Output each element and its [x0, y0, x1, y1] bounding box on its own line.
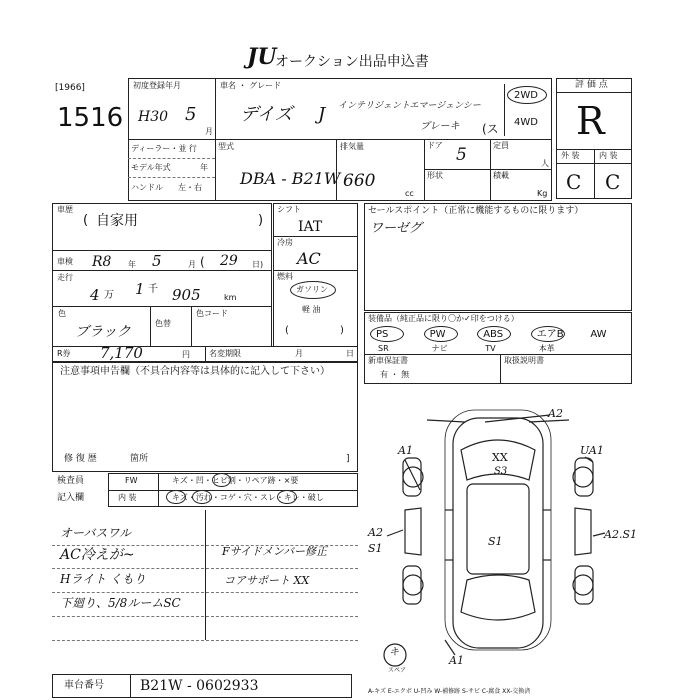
mark-roof2: S3: [494, 466, 508, 477]
equipment-item: AW: [590, 329, 607, 340]
first-reg-label: 初度登録年月: [133, 81, 181, 90]
model-code: DBA - B21W: [240, 169, 341, 188]
drive-2wd: 2WD: [514, 90, 538, 101]
equipment-item: TV: [485, 344, 496, 353]
equipment-item: PW: [429, 329, 446, 340]
logo: JU: [247, 44, 277, 70]
sales-point-value: ワーゼグ: [370, 221, 422, 236]
doors: 5: [456, 145, 467, 165]
color-change-label: 色替: [155, 319, 171, 328]
note-right-1: Fサイドメンバー修正: [222, 545, 327, 558]
inspection-label: 車検: [57, 257, 73, 266]
equipment-item: 本革: [538, 344, 555, 353]
mark-top: A2: [548, 407, 563, 420]
sales-point-label: セールスポイント（正常に機能するものに限ります）: [368, 206, 584, 216]
shape-label: 形状: [427, 171, 443, 180]
wheel-rear-right: [575, 566, 593, 604]
fuel-diesel: 軽 油: [302, 305, 321, 314]
car-name: デイズ: [240, 104, 293, 125]
displacement-label: 排気量: [340, 142, 364, 151]
spare-label: スペア: [388, 667, 407, 674]
year-unit: 年: [200, 163, 208, 172]
ac-value: AC: [297, 249, 321, 268]
fuel-gasoline: ガソリン: [296, 285, 328, 294]
recycle-value: 7,170: [100, 344, 143, 362]
left-door: [405, 508, 421, 555]
grade-label: 評 価 点: [575, 80, 608, 90]
displacement: 660: [343, 171, 376, 191]
wheel-front-right: [575, 458, 593, 496]
warranty-label: 新車保証書: [368, 356, 408, 365]
color-label: 色: [58, 309, 66, 318]
inspector-entry-label: 記入欄: [57, 493, 85, 503]
equipment-label: 装備品（純正品に限り〇か✓印をつける）: [368, 314, 519, 323]
wheel-rear-left: [403, 566, 421, 604]
inspector-label: 検査員: [57, 476, 85, 486]
sales-point-box: [364, 203, 632, 311]
manual-label: 取扱説明書: [504, 356, 544, 365]
fw-items: キズ・凹・ヒビ割・リペア跡・×要: [172, 476, 299, 485]
cc-unit: cc: [405, 189, 414, 198]
equipment-item: SR: [378, 344, 389, 353]
note-left-3: Hライト くもり: [60, 572, 146, 586]
first-reg-year: H30: [138, 109, 169, 125]
interior-label: 内 装: [118, 493, 137, 502]
notes-box: [52, 362, 358, 472]
recycle-label: R券: [57, 349, 71, 358]
equipment-item: エアB: [536, 329, 564, 340]
mark-spare: キ: [389, 647, 399, 658]
mileage-label: 走行: [57, 273, 73, 282]
mark-roof: XX: [492, 451, 508, 464]
right-door: [575, 508, 591, 555]
capacity-label: 定員: [493, 141, 509, 150]
shift-value: IAT: [298, 219, 323, 235]
usage-value: 自家用: [96, 213, 138, 229]
chassis-label: 車台番号: [64, 680, 104, 691]
equipment-item: PS: [376, 329, 389, 340]
inspection-day: 29: [220, 253, 238, 269]
car-grade: J: [318, 104, 326, 125]
grade-detail-1: インテリジェントエマージェンシー: [338, 101, 481, 111]
model-label: 型式: [218, 142, 234, 151]
lot-code: [1966]: [55, 83, 85, 93]
doors-label: ドア: [427, 141, 443, 150]
drive-4wd: 4WD: [514, 117, 538, 128]
mark-left-side: A2: [368, 526, 383, 539]
mark-center: S1: [488, 535, 503, 548]
repair-history-label: 修 復 歴: [64, 454, 97, 464]
handle-label: ハンドル: [131, 183, 163, 192]
equipment-item: ナビ: [431, 344, 448, 353]
ext-grade: C: [566, 170, 582, 194]
int-label: 内 装: [599, 151, 618, 160]
interior-items: キズ・汚れ・コゲ・穴・スレ・キレ・破し: [172, 493, 324, 502]
note-left-2: AC冷えが~: [60, 547, 135, 563]
shift-label: シフト: [277, 205, 301, 214]
mark-right-side: A2.S1: [604, 528, 637, 541]
chassis-number: B21W - 0602933: [140, 678, 259, 694]
fw-label: FW: [125, 476, 138, 485]
load-label: 積載: [493, 171, 509, 180]
mark-right-front: UA1: [580, 444, 604, 457]
dealer-label: ディーラー・並 行: [131, 144, 197, 153]
form-title: オークション出品申込書: [275, 54, 429, 70]
grade-score: R: [576, 99, 605, 143]
warranty-value: 有 ・ 無: [380, 370, 410, 379]
note-left-1: オーバスワル: [60, 526, 132, 540]
note-right-2: コアサポート XX: [224, 574, 310, 587]
color-code-label: 色コード: [196, 309, 228, 318]
inspection-month: 5: [152, 252, 162, 270]
ext-label: 外 装: [561, 151, 580, 160]
model-year-label: モデル年式: [131, 163, 171, 172]
car-name-label: 車名 ・ グレード: [220, 81, 282, 90]
wheel-front-left: [403, 458, 421, 496]
color-value: ブラック: [75, 324, 131, 340]
month-unit: 月: [205, 127, 213, 136]
fuel-label: 燃料: [277, 272, 293, 281]
mark-left-side2: S1: [368, 542, 383, 555]
int-grade: C: [605, 170, 621, 194]
kg-unit: Kg: [537, 189, 548, 198]
damage-legend: A-キズ E-エクボ U-凹み W-補修跡 S-サビ C-腐食 XX-交換済: [368, 688, 531, 695]
ac-label: 冷房: [277, 238, 293, 247]
inspection-era: R8: [92, 254, 112, 270]
lot-number: 1516: [57, 103, 124, 133]
handle-options: 左・右: [178, 183, 202, 192]
mileage-1k: 1: [135, 280, 145, 298]
capacity-unit: 人: [541, 159, 549, 168]
grade-detail-2: ブレーキ: [420, 121, 460, 132]
name-change-label: 名変期限: [209, 349, 241, 358]
mark-bottom: A1: [449, 654, 464, 667]
note-left-4: 下廻り、5/8ルームSC: [60, 596, 181, 610]
notes-label: 注意事項申告欄（不具合内容等は具体的に記入して下さい）: [60, 366, 330, 377]
mark-left-front: A1: [398, 444, 413, 457]
usage-label: 車歴: [57, 205, 73, 214]
first-reg-month: 5: [185, 104, 197, 125]
mileage-10k: 4: [90, 286, 100, 304]
equipment-item: ABS: [483, 329, 504, 340]
mileage-units: 905: [172, 286, 201, 304]
location-label: 箇所: [130, 454, 149, 464]
